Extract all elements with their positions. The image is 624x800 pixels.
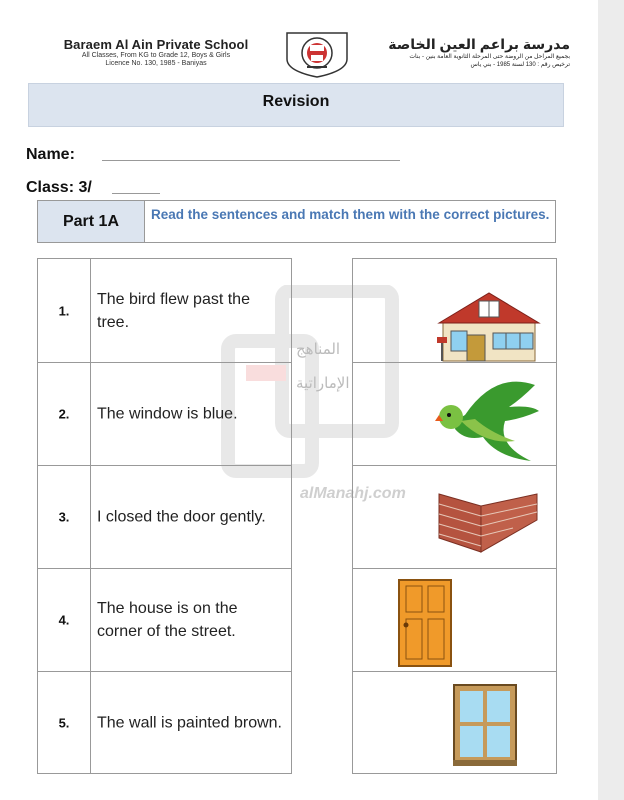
picture-table	[352, 258, 557, 774]
sentence-text: I closed the door gently.	[97, 508, 266, 526]
row-number: 3.	[58, 509, 70, 525]
picture-cell[interactable]	[353, 569, 556, 672]
name-label: Name:	[26, 146, 75, 163]
table-row	[38, 259, 291, 363]
part-header	[37, 200, 556, 243]
row-number: 5.	[58, 715, 70, 730]
window-icon	[453, 684, 517, 766]
watermark-arabic-2: الإماراتية	[296, 375, 350, 392]
row-number-cell	[38, 259, 91, 362]
row-number-cell	[38, 569, 91, 671]
row-number-cell	[38, 466, 91, 568]
school-header-en	[40, 37, 272, 68]
school-subtitle-en-2: Licence No. 130, 1985 - Baniyas	[105, 60, 207, 67]
table-row	[38, 569, 291, 672]
school-logo-icon	[281, 29, 353, 79]
name-field[interactable]	[102, 160, 400, 161]
row-number-cell	[38, 363, 91, 465]
sentence-table	[37, 258, 292, 774]
watermark-site: alManahj.com	[300, 485, 406, 502]
part-instruction: Read the sentences and match them with the correct pictures.	[151, 207, 550, 222]
picture-cell[interactable]	[353, 672, 556, 773]
school-header-ar	[360, 36, 570, 69]
sentence-text: The house is on the corner of the street.	[97, 600, 238, 640]
watermark-arabic-1: المناهج	[296, 341, 341, 358]
school-subtitle-ar-1: بجميع المراحل من الروضة حتى المرحلة الثانوية العامة بنين - بنات	[409, 54, 570, 60]
row-number: 1.	[58, 303, 70, 318]
part-label: Part 1A	[62, 213, 120, 230]
class-label: Class: 3/	[26, 179, 92, 196]
class-field[interactable]	[112, 193, 160, 194]
table-row	[38, 466, 291, 569]
table-row	[38, 672, 291, 773]
school-subtitle-ar-2: ترخيص رقم : 130 لسنة 1985 - بني ياس	[470, 62, 570, 68]
door-icon	[398, 579, 452, 667]
picture-cell[interactable]	[353, 259, 556, 363]
revision-title: Revision	[262, 93, 330, 110]
picture-cell[interactable]	[353, 466, 556, 569]
sentence-text: The window is blue.	[97, 405, 238, 423]
brick-wall-icon	[437, 490, 539, 554]
sentence-text: The bird flew past the tree.	[97, 290, 250, 331]
school-subtitle-en-1: All Classes, From KG to Grade 12, Boys & Girls	[81, 52, 231, 59]
revision-banner	[28, 83, 564, 127]
school-name-en: Baraem Al Ain Private School	[63, 37, 249, 52]
row-number: 4.	[58, 612, 70, 628]
school-name-ar: مدرسة براعم العين الخاصة	[388, 36, 570, 52]
bird-icon	[435, 375, 541, 465]
sentence-text: The wall is painted brown.	[97, 714, 282, 731]
table-row	[38, 363, 291, 466]
house-icon	[435, 289, 543, 363]
row-number-cell	[38, 672, 91, 773]
row-number: 2.	[58, 406, 70, 422]
picture-cell[interactable]	[353, 363, 556, 466]
part-label-cell	[38, 201, 145, 242]
